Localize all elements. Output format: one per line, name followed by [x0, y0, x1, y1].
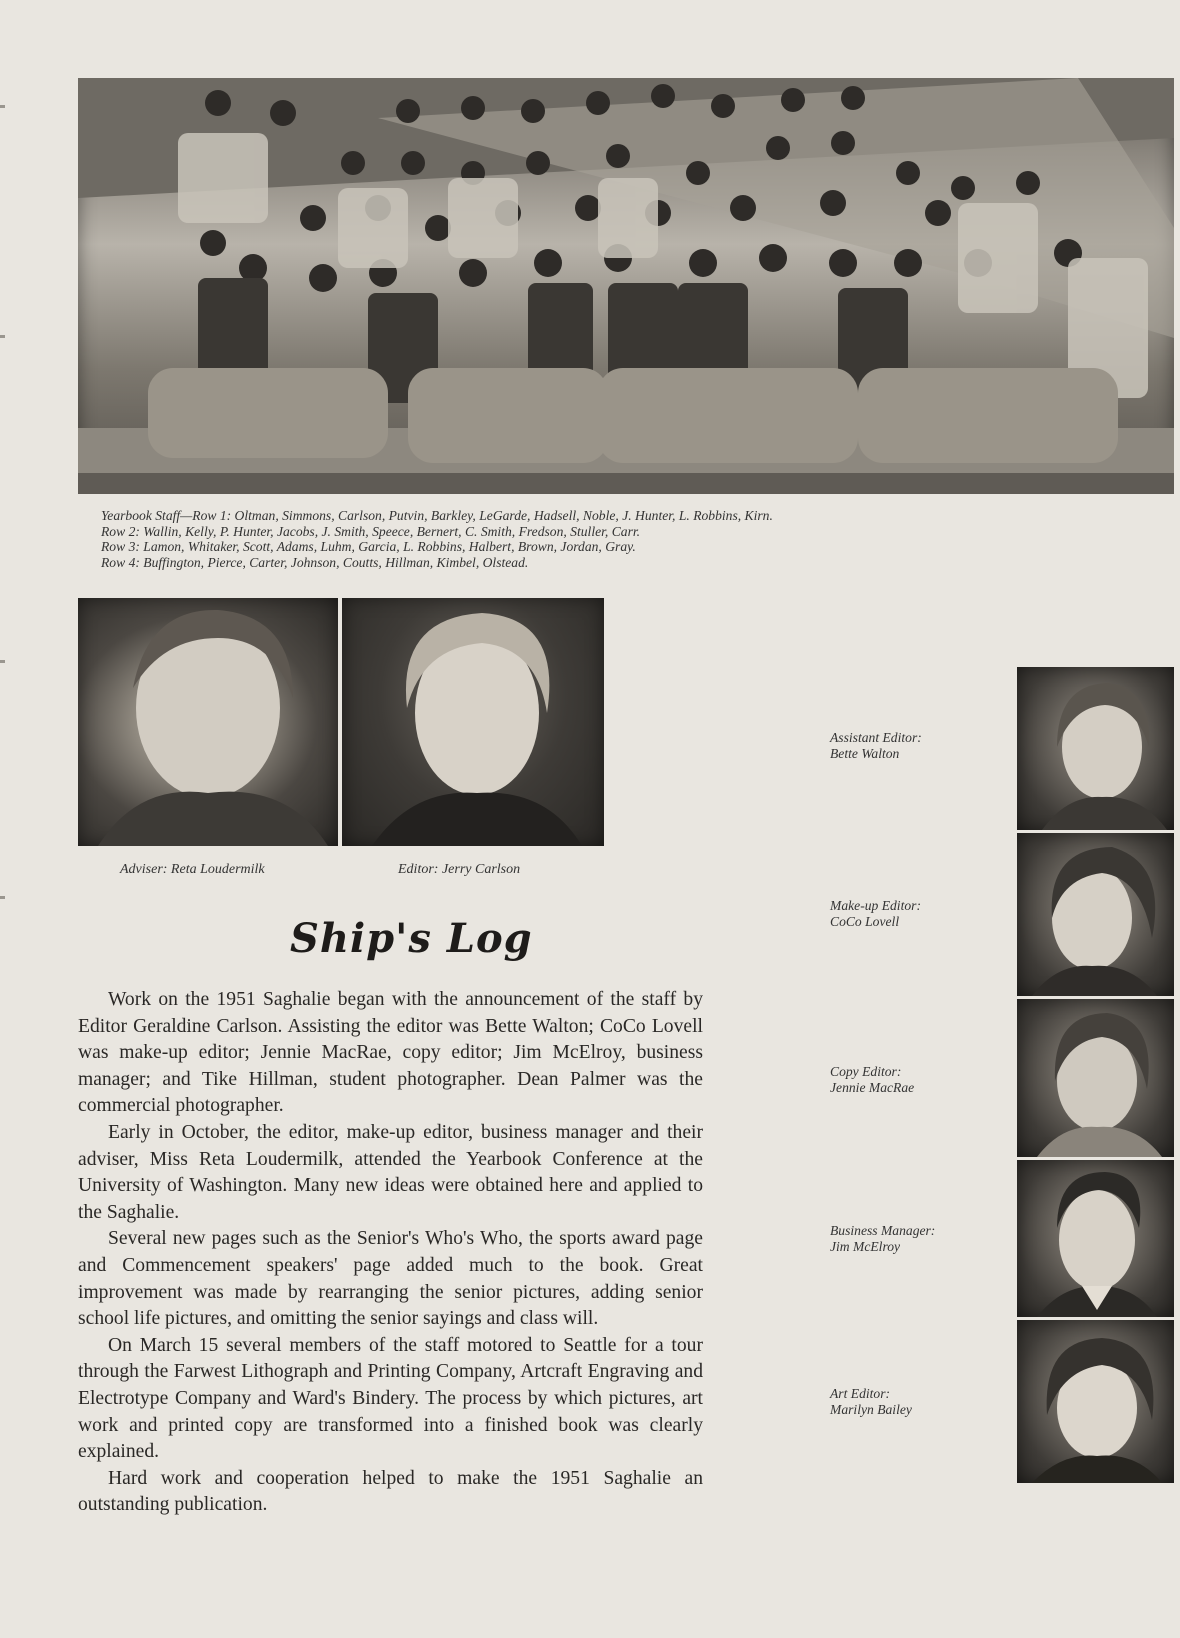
staff-caption-assistant-editor — [830, 730, 980, 762]
article-body — [78, 987, 703, 1519]
editor-caption: Editor: Jerry Carlson — [398, 862, 521, 877]
caption-row-1: Yearbook Staff—Row 1: Oltman, Simmons, Carlson, Putvin, Barkley, LeGarde, Hadsell, Noble, J. Hunter, L. Robbins, Kirn. — [101, 508, 773, 523]
caption-row-4: Row 4: Buffington, Pierce, Carter, Johnson, Coutts, Hillman, Kimbel, Olstead. — [101, 554, 529, 570]
margin-mark — [0, 896, 5, 899]
staff-name: Jennie MacRae — [830, 1080, 915, 1095]
staff-role: Assistant Editor: — [830, 730, 922, 745]
margin-mark — [0, 660, 5, 663]
staff-caption-art-editor — [830, 1386, 980, 1418]
staff-caption-business-manager — [830, 1223, 980, 1255]
staff-role: Copy Editor: — [830, 1064, 902, 1079]
margin-mark — [0, 335, 5, 338]
margin-mark — [0, 105, 5, 108]
article-paragraph: Early in October, the editor, make-up editor, business manager and their adviser, Miss Reta Loudermilk, attended the Yearbook Conference at the University of Washington. Many new ideas were obtained here and applied to the Saghalie. — [78, 1121, 703, 1223]
staff-portrait-copy-editor — [1017, 999, 1174, 1157]
group-photo-caption — [101, 508, 1101, 570]
staff-portrait-business-manager — [1017, 1160, 1174, 1317]
staff-name: Bette Walton — [830, 746, 900, 761]
staff-portrait-art-editor — [1017, 1320, 1174, 1483]
adviser-portrait — [78, 598, 338, 846]
staff-name: Jim McElroy — [830, 1239, 901, 1254]
group-photo — [78, 78, 1174, 494]
staff-role: Make-up Editor: — [830, 898, 921, 913]
staff-portrait-assistant-editor — [1017, 667, 1174, 830]
article-paragraph: Several new pages such as the Senior's Who's Who, the sports award page and Commencement speakers' page added much to the book. Great improvement was made by rearranging the senior pictures, adding senior school life pictures, and omitting the senior sayings and class will. — [78, 1228, 703, 1330]
staff-name: Marilyn Bailey — [830, 1402, 912, 1417]
article-title: Ship's Log — [290, 915, 533, 962]
staff-role: Art Editor: — [830, 1386, 891, 1401]
staff-caption-copy-editor — [830, 1064, 980, 1096]
staff-name: CoCo Lovell — [830, 914, 900, 929]
article-paragraph: Work on the 1951 Saghalie began with the announcement of the staff by Editor Geraldine Carlson. Assisting the editor was Bette Walton; CoCo Lovell was make-up editor; Jennie MacRae, copy editor; Jim McElroy, business manager; and Tike Hillman, student photographer. Dean Palmer was the commercial photographer. — [78, 989, 703, 1117]
article-paragraph: On March 15 several members of the staff motored to Seattle for a tour through the Farwest Lithograph and Printing Company, Artcraft Engraving and Electrotype Company and Ward's Bindery. The process by which pictures, art work and printed copy are transformed into a finished book was clearly explained. — [78, 1334, 703, 1463]
staff-role: Business Manager: — [830, 1223, 936, 1238]
editor-portrait — [342, 598, 604, 846]
staff-caption-makeup-editor — [830, 898, 980, 930]
staff-portrait-makeup-editor — [1017, 833, 1174, 996]
adviser-caption: Adviser: Reta Loudermilk — [120, 862, 265, 877]
caption-row-3: Row 3: Lamon, Whitaker, Scott, Adams, Luhm, Garcia, L. Robbins, Halbert, Brown, Jordan, Gray. — [101, 539, 636, 554]
article-paragraph: Hard work and cooperation helped to make the 1951 Saghalie an outstanding publication. — [78, 1467, 703, 1516]
caption-row-2: Row 2: Wallin, Kelly, P. Hunter, Jacobs, J. Smith, Speece, Bernert, C. Smith, Fredson, Stuller, Carr. — [101, 523, 641, 539]
